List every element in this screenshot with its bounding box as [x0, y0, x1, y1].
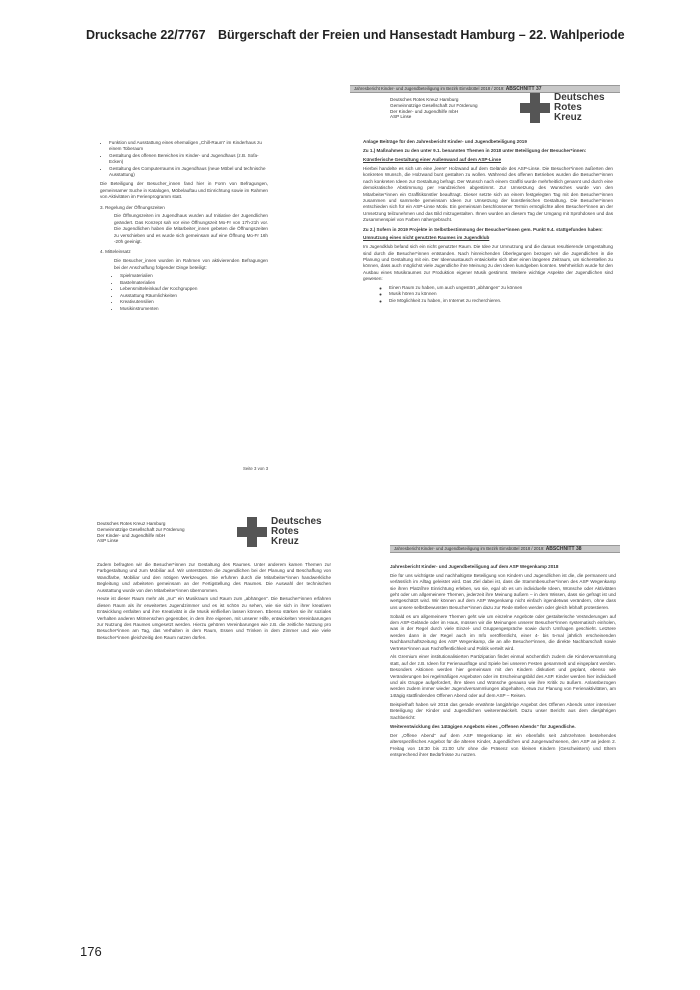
- paragraph: Heute ist dieser Raum mehr als „nur“ ein Musikraum und Raum zum „abhängen“. Die Besucher*innen erfahren diesen Raum als ihr erweitertes Jugendzimmer und es ist schön zu sehen, wie sie sich in ihrer kreativen Entwicklung entfalten und ihre Kreativität in die Musik einfließen lassen können. Ebenso stärken sie ihr soziales Verhalten anderen Mitmenschen gegenüber, in dem ihre eigenen, mit unserer Hilfe, entwickelten Vereinbarungen zur Nutzung des Raumes umgesetzt werden. Hierzu gehören Vereinbarungen wie z.B. die zeitliche Nutzung pro Besucher*innen am Tag, das Verhalten in dem Raum, Essen und Trinken in dem Zimmer und wie viele Besucher*innen gleichzeitig den Raum nutzen dürfen.: [97, 596, 331, 640]
- bottom-left-scan: [97, 562, 331, 644]
- paragraph: Beispielhaft haben wir 2018 das gerade erwähnte langjährige Angebot des Offenen Abends unter intensiver Beteiligung der Kinder und Jugendlichen weiterentwickelt. Dazu unser Bericht aus dem diesjährigen Sachbericht:: [390, 701, 616, 720]
- list-item: • Lebensmitteleinkauf der Kochgruppen: [120, 286, 268, 292]
- paragraph: Die Öffnungszeiten im Jugendhaus wurden auf Initiative der Jugendlichen geändert. Das Konzept sah vor eine Öffnungszeit Mo-Fr von 17h-21h vor. Die Jugendlichen haben die Mitarbeiter_innen gebeten die Öffnungszeiten zu verschieben und es wurde sich gemeinsam auf eine Öffnung Mo-Fr 16h -20h geeinigt.: [114, 213, 268, 245]
- report-section-band: Jahresbericht Kinder- und Jugendbeteiligung im Bezirk Eimsbüttel 2018 / 2019: ABSCHNITT 37: [350, 85, 620, 93]
- bottom-right-scan: [390, 564, 616, 761]
- section-label: ABSCHNITT 38: [545, 546, 582, 552]
- cross-icon: [520, 93, 550, 123]
- question-1: Zu 1.) Maßnahmen zu den unter 9.1. benannten Themen in 2018 unter Beteiligung der Besucher*innen:: [363, 148, 587, 154]
- list-item: • Kreativutensilien: [120, 299, 268, 305]
- list-item: • Gestaltung des offenen Bereiches im Kinder- und Jugendhaus (z.B. Sofa-Ecken): [109, 153, 268, 166]
- header-title: Bürgerschaft der Freien und Hansestadt Hamburg – 22. Wahlperiode: [218, 28, 625, 42]
- red-cross-logo: [520, 93, 605, 123]
- list-item: ◦ Musik hören zu können: [389, 291, 613, 297]
- paragraph: Der „Offene Abend“ auf dem ASP Wegenkamp ist ein ebenfalls seit Jahrzehnten bestehendes altersspezifisches Angebot für die älteren Kinder, Jugendlichen und Jungerwachsenen, den ASP an jedem 2. Freitag von 18:30 bis 21:00 Uhr ohne die Präsenz von kleinen Kindern (Geschwistern) und Eltern entsprechend ihrer Bedürfnisse zu nutzen.: [390, 732, 616, 757]
- subheading: Umnutzung eines nicht genutzten Raumes im Jugendklub: [363, 235, 490, 241]
- page-number: 176: [80, 944, 102, 959]
- question-2: Zu 2.) Sofern in 2019 Projekte in Selbstbestimmung der Besucher*innen gem. Punkt 9.4. stattgefunden haben:: [363, 226, 603, 232]
- bullet-list-materials: [100, 273, 268, 311]
- subheading: Weiterentwicklung des 14tägigen Angebots eines „Offenen Abends“ für Jugendliche.: [390, 723, 576, 729]
- red-cross-logo: [237, 517, 322, 547]
- section-label: ABSCHNITT 37: [505, 86, 542, 92]
- list-item: • Bastelmaterialien: [120, 280, 268, 286]
- logo-text: Deutsches Rotes Kreuz: [271, 516, 322, 547]
- top-left-scan: [100, 140, 268, 315]
- list-item: ◦ Die Möglichkeit zu haben, im Internet zu recherchieren.: [389, 298, 613, 304]
- paragraph: Die Besucher_innen wurden im Rahmen von aktivierenden Befragungen bei der Anschaffung folgender Dinge beteiligt:: [114, 258, 268, 270]
- org-address: Deutsches Rotes Kreuz Hamburg Gemeinnützige Gesellschaft zur Förderung Der Kinder- und Jugendhilfe mbH ASP Linse: [97, 521, 185, 544]
- list-item: • Musikinstrumenten: [120, 306, 268, 312]
- report-section-band: Jahresbericht Kinder- und Jugendbeteiligung im Bezirk Eimsbüttel 2018 / 2019: ABSCHNITT 38: [390, 545, 620, 553]
- page-footer-seite: Seite 3 von 3: [243, 466, 269, 471]
- list-item: • Spielmaterialien: [120, 273, 268, 279]
- paragraph: Zudem befragten wir die Besucher*innen zur Gestaltung des Raumes. Unter anderem kamen Themen zur Farbgestaltung und zum Mobiliar auf. Wir unterstützten die Jugendlichen bei der Planung und Beschaffung von Wandfarbe, Mobiliar und den nötigen Werkzeugen. Sie erfuhren durch die Mitarbeiter*innen handwerkliche Begleitung und arbeiteten gemeinsam an der Fertigstellung des Raumes. Die Auswahl der technischen Ausstattung wurde von den Mitarbeiter*innen übernommen.: [97, 562, 331, 593]
- paragraph: Hierbei handelte es sich um eine „leere“ Holzwand auf dem Gelände des ASP-Linse. Die Besucher*innen äußerten den konkreten Wunsch, die Holzwand bunt gestalten zu wollen. Während des offenen Betriebes wurden die Besucher*innen nach konkreten Ideen zur Gestaltung befragt. Der Wunsch nach einem Graffiti wurde mehrheitlich genannt und durch eine demokratische Abstimmung per Handzeichen abgestimmt. Zur Umsetzung des Wunsches wurde von den Mitarbeiter*innen ein Graffitikünstler beauftragt. Dieser setzte sich an einem festgelegten Tag mit den Besucher*innen zusammen und sammelte gemeinsam Ideen zur Umsetzung der künstlerischen Gestaltung. Die Besucher*innen entschieden sich für ein ASP-Linse Motiv. Ein gemeinsam beschlossener Termin ermöglichte allen Besucher*innen an der Umsetzung teilzunehmen und das Bild mitzugestalten. Ihnen wurden an diesem Tag der Umgang mit Sprühdosen und das Zusammenspiel von Farben nähergebracht.: [363, 166, 613, 223]
- paragraph: Die Beteiligung der Besucher_innen fand hier in Form von Befragungen, gemeinsamer Suche in Katalogen, Möbelauftau und Einrichtung sowie im Rahmen von Aktivitäten im Ferienprogramm statt.: [100, 181, 268, 200]
- bullet-list-aspects: [363, 285, 613, 304]
- subheading: Künstlerische Gestaltung einer Außenwand auf dem ASP-Linse: [363, 157, 502, 163]
- bullet-list-rooms: [100, 140, 268, 178]
- report-heading: Anlage Beiträge für den Jahresbericht Kinder- und Jugendbeteiligung 2019: [363, 139, 527, 144]
- list-item: • Ausstattung Räumlichkeiten: [120, 293, 268, 299]
- paragraph: Die für uns wichtigste und nachhaltigste Beteiligung von Kindern und Jugendlichen ist die, die permanent und verlässlich im Alltag geleistet wird. Das Ziel dabei ist, dass die Stammbesucher*innen des ASP Wegenkamp sie ihren Platz/ihre Einrichtung erleben, wo sie, egal ob es um individuelle Ideen, Wünsche oder Aktivitäten geht oder um allgemeinere Themen, jederzeit ihre Meinung äußern – in dem Wissen, dass sie gefragt ist und wertgeschätzt wird. Wir können auf dem ASP Wegenkamp nicht einfach irgendetwas verändern, ohne dass uns unsere selbstbewussten Besucher*innen dazu zur Rede stellen werden oder gleich lebhaft protestieren.: [390, 572, 616, 610]
- paragraph: Sobald es um allgemeinere Themen geht wie um einzelne Angebote oder gestalterische Veränderungen auf dem ASP-Gelände oder im Haus, müssen wir die Meinungen unserer Besucher*innen systematisch einholen, was in der Regel durch viele Einzel- und Gruppengespräche sowie durch Umfragen geschieht. Letztere werden dann in der Regel auch im Info veröffentlicht, einer 4- bis 5-mal jährlich erscheinenden Nachbarschaftszeitung des ASP Wegenkamp, die an alle Besucher*innen, die direkte Nachbarschaft sowie Vertreter*innen aus Fachöffentlichkeit und Politik verteilt wird.: [390, 613, 616, 651]
- item-heading: 4. Mitteleinsatz: [100, 249, 131, 255]
- paragraph: Als Gremium einer institutionalisierten Partizipation findet einmal wöchentlich zudem die Kinderversammlung statt, auf der z.B. Ideen für Ferienausflüge und Spiele bei unseren Festen gesammelt und eingeplant werden. Besonders Aktionen werden hier gemeinsam mit den Kindern diskutiert und geplant, ebenso wie Veränderungen bei regelmäßigen Angeboten oder im Erscheinungsbild des ASP. Kinder werden hier individuell und als Gruppe aufgefordert, ihre Ideen und Wünsche genauso wie ihre Kritik zu äußern. Anlassbezogen werden zudem immer wieder Jugendversammlungen abgehalten, etwa zur Planung von Ferienaktivitäten, am 14tägig stattfindenden Offenen Abend oder auf dem ASP – Reisen.: [390, 654, 616, 698]
- paragraph: Im Jugendklub befand sich ein nicht genutzter Raum. Die Idee zur Umnutzung und die daraus resultierende Umgestaltung sind durch die Besucher*innen entstanden. Nach hinreichenden Überlegungen bezogen wir die Jugendlichen in die Planung und Gestaltung mit ein. Der Ideenaustausch entwickelte sich über einen längeren Zeitraum, um sicherstellen zu können, dass auch möglichst viele Jugendliche ihre Meinung zu den Ideen kundgeben konnten. Mehrheitlich wurde für den Ausbau eines Musikraumes zur Produktion eigener Musik gestimmt. Weitere wichtige Aspekte der Jugendlichen sind gewesen:: [363, 244, 613, 282]
- top-right-scan: [363, 139, 613, 307]
- item-heading: 3. Regelung der Öffnungszeiten: [100, 204, 165, 210]
- list-item: • Gestaltung des Computerraums im Jugendhaus (neue Möbel und technische Ausstattung): [109, 166, 268, 179]
- report-heading: Jahresbericht Kinder- und Jugendbeteiligung auf dem ASP Wegenkamp 2018: [390, 564, 559, 569]
- drucksache-number: Drucksache 22/7767: [86, 28, 206, 42]
- org-address: Deutsches Rotes Kreuz Hamburg Gemeinnützige Gesellschaft zur Förderung Der Kinder- und Jugendhilfe mbH ASP Linse: [390, 97, 478, 120]
- cross-icon: [237, 517, 267, 547]
- list-item: ◦ Einen Raum zu haben, um auch ungestört „abhängen“ zu können: [389, 285, 613, 291]
- logo-text: Deutsches Rotes Kreuz: [554, 92, 605, 123]
- list-item: • Funktion und Ausstattung eines ehemaligen „Chill-Raum“ im Kinderhaus zu einem Toberaum: [109, 140, 268, 153]
